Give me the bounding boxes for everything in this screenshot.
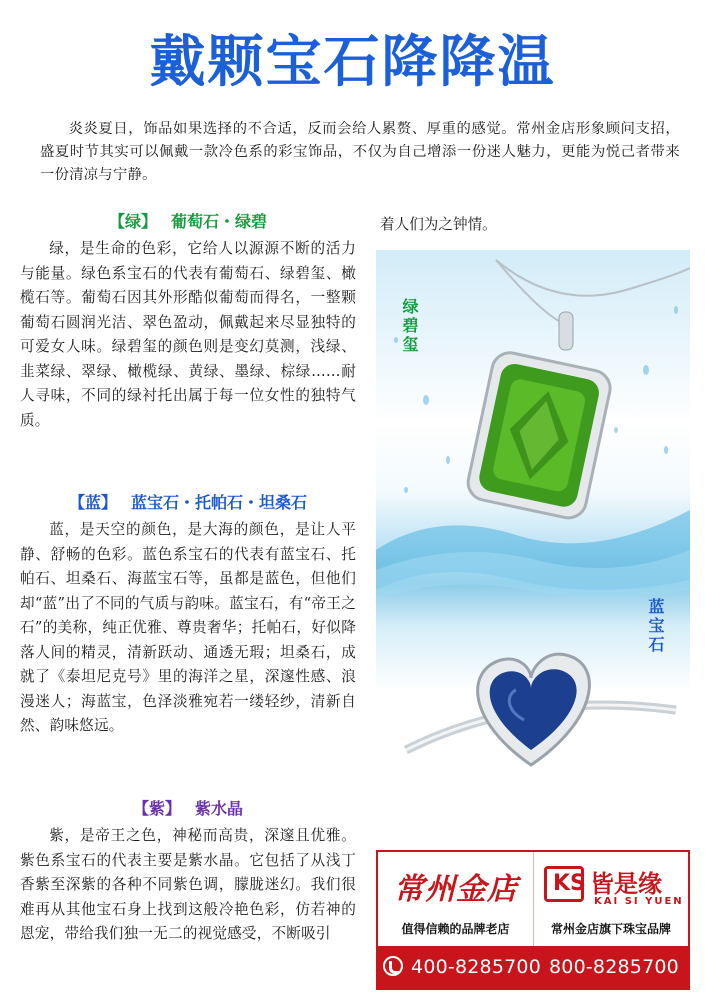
brand-ad — [376, 850, 690, 990]
phone-number-1: 400-8285700 — [411, 956, 541, 978]
section-paragraph: 蓝，是天空的颜色，是大海的颜色，是让人平静、舒畅的色彩。蓝色系宝石的代表有蓝宝石、托帕石、坦桑石、海蓝宝石等，虽都是蓝色，但他们却“蓝”出了不同的气质与韵味。蓝宝石，有“帝王之石”的美称，纯正优雅、尊贵奢华；托帕石，好似降落人间的精灵，清新跃动、通透无瑕；坦桑石，成就了《泰坦尼克号》里的海洋之星，深邃性感、浪漫迷人；海蓝宝，色泽淡雅宛若一缕轻纱，清新自然、韵味悠远。 — [20, 521, 356, 734]
section-tag: 【绿】 — [108, 212, 157, 231]
section-paragraph: 紫，是帝王之色，神秘而高贵，深邃且优雅。紫色系宝石的代表主要是紫水晶。它包括了从浅丁香紫至深紫的各种不同紫色调，朦胧迷幻。我们很难再从其他宝石身上找到这般冷艳色彩，仿若神的恩宠，带给我们独一无二的视觉感受，不断吸引 — [20, 827, 356, 942]
necklace-wire — [496, 260, 690, 296]
section-heading — [20, 794, 356, 824]
jewelry-illustration — [376, 250, 690, 788]
section-heading — [20, 488, 356, 518]
section-heading — [20, 207, 356, 237]
continuation-text: 着人们为之钟情。 — [380, 216, 497, 233]
brand-changzhou — [378, 852, 534, 946]
label-sapphire: 蓝宝石 — [646, 598, 665, 655]
label-green-tourmaline: 绿碧玺 — [400, 298, 419, 355]
section-name: 紫水晶 — [195, 799, 244, 818]
section-name: 葡萄石・绿碧 — [171, 212, 268, 231]
brand-slogan: 值得信赖的品牌老店 — [401, 922, 510, 936]
section-green — [20, 207, 356, 433]
section-name: 蓝宝石・托帕石・坦桑石 — [131, 493, 308, 512]
section-purple — [20, 794, 356, 947]
jewelry-photo — [376, 250, 690, 788]
pendant-green — [465, 349, 614, 521]
section-paragraph: 绿，是生命的色彩，它给人以源源不断的活力与能量。绿色系宝石的代表有葡萄石、绿碧玺、橄榄石等。葡萄石因其外形酷似葡萄而得名，一整颗葡萄石圆润光洁、翠色盈动，佩戴起来尽显独特的可爱女人味。绿碧玺的颜色则是变幻莫测，浅绿、韭菜绿、翠绿、橄榄绿、黄绿、墨绿、棕绿……耐人寻味，不同的绿衬托出属于每一位女性的独特气质。 — [20, 240, 356, 429]
phone-icon — [383, 956, 403, 976]
intro-paragraph: 炎炎夏日，饰品如果选择的不合适，反而会给人累赘、厚重的感觉。常州金店形象顾问支招，盛夏时节其实可以佩戴一款冷色系的彩宝饰品，不仅为自己增添一份迷人魅力，更能为悦己者带来一份清凉与宁静。 — [40, 121, 680, 183]
phone-number-2: 800-8285700 — [549, 956, 679, 978]
section-tag: 【紫】 — [132, 799, 181, 818]
brand-kaisiyuen — [534, 852, 688, 946]
ks-logo-icon: KS — [544, 866, 584, 902]
phone-bar — [378, 946, 688, 988]
brand-logo-text: 常州金店 — [394, 872, 518, 907]
page-title: 戴颗宝石降降温 — [149, 30, 556, 95]
section-tag: 【蓝】 — [68, 493, 117, 512]
pendant-bail — [559, 312, 573, 350]
brand2-logo-text: 皆是缘 — [590, 870, 662, 898]
brand2-english: KAI SI YUEN — [594, 896, 684, 907]
section-blue — [20, 488, 356, 739]
ring-heart — [478, 654, 590, 765]
brand2-slogan: 常州金店旗下珠宝品牌 — [550, 922, 671, 936]
